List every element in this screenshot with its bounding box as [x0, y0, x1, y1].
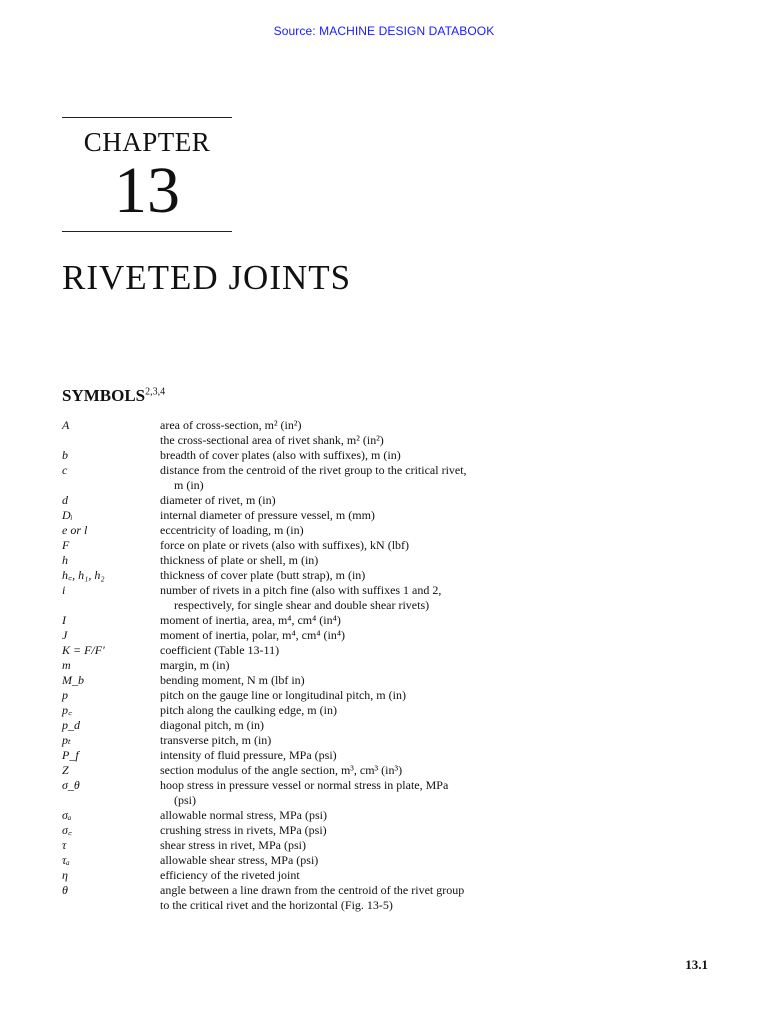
- symbol-row: [62, 463, 532, 478]
- symbol-row: [62, 418, 532, 433]
- symbol-row: [62, 703, 532, 718]
- symbol-row: [62, 793, 532, 808]
- symbol-description: (psi): [174, 793, 196, 807]
- symbol-term: M_b: [62, 673, 84, 687]
- symbol-term: h: [62, 553, 68, 567]
- symbol-row: [62, 868, 532, 883]
- chapter-rule-top: [62, 117, 232, 118]
- symbol-description: diagonal pitch, m (in): [160, 718, 264, 732]
- symbol-row: [62, 658, 532, 673]
- symbol-description: internal diameter of pressure vessel, m (mm): [160, 508, 375, 522]
- symbols-heading: [62, 386, 165, 406]
- symbol-row: [62, 508, 532, 523]
- symbol-description: allowable normal stress, MPa (psi): [160, 808, 327, 822]
- symbol-description: hoop stress in pressure vessel or normal stress in plate, MPa: [160, 778, 449, 792]
- symbol-term: d: [62, 493, 68, 507]
- symbol-row: [62, 898, 532, 913]
- symbol-term: η: [62, 868, 68, 882]
- symbol-term: θ: [62, 883, 68, 897]
- symbol-description: pitch along the caulking edge, m (in): [160, 703, 337, 717]
- symbol-row: [62, 778, 532, 793]
- symbol-term: F: [62, 538, 70, 552]
- symbol-description: number of rivets in a pitch fine (also with suffixes 1 and 2,: [160, 583, 442, 597]
- symbol-term: p: [62, 688, 68, 702]
- symbol-description: distance from the centroid of the rivet group to the critical rivet,: [160, 463, 467, 477]
- symbol-description: the cross-sectional area of rivet shank, m² (in²): [160, 433, 384, 447]
- symbol-term: b: [62, 448, 68, 462]
- symbol-row: [62, 673, 532, 688]
- symbol-term: p꜀: [62, 703, 73, 717]
- symbol-term: A: [62, 418, 70, 432]
- chapter-title: RIVETED JOINTS: [62, 258, 352, 297]
- symbol-description: section modulus of the angle section, m³, cm³ (in³): [160, 763, 403, 777]
- symbol-row: [62, 583, 532, 598]
- symbol-list: [62, 418, 532, 913]
- symbol-term: h꜀, h₁, h₂: [62, 568, 105, 582]
- symbol-term: m: [62, 658, 71, 672]
- symbols-heading-text: SYMBOLS: [62, 386, 146, 405]
- symbol-description: thickness of cover plate (butt strap), m (in): [160, 568, 366, 582]
- symbol-term: σₐ: [62, 808, 72, 822]
- symbol-row: [62, 823, 532, 838]
- symbol-row: [62, 643, 532, 658]
- symbol-row: [62, 433, 532, 448]
- symbol-description: m (in): [174, 478, 204, 492]
- symbol-row: [62, 883, 532, 898]
- symbol-description: to the critical rivet and the horizontal (Fig. 13-5): [160, 898, 393, 912]
- symbol-term: Z: [62, 763, 69, 777]
- symbol-row: [62, 598, 532, 613]
- symbol-row: [62, 748, 532, 763]
- symbol-term: c: [62, 463, 68, 477]
- symbol-term: [62, 478, 160, 493]
- symbol-description: margin, m (in): [160, 658, 230, 672]
- symbol-description: crushing stress in rivets, MPa (psi): [160, 823, 327, 837]
- symbol-term: p_d: [62, 718, 80, 732]
- symbol-row: [62, 523, 532, 538]
- symbol-row: [62, 538, 532, 553]
- symbol-description: area of cross-section, m² (in²): [160, 418, 302, 432]
- symbol-term: [62, 598, 160, 613]
- symbol-description: respectively, for single shear and double shear rivets): [174, 598, 430, 612]
- page-number: 13.1: [685, 957, 708, 972]
- symbol-description: angle between a line drawn from the centroid of the rivet group: [160, 883, 465, 897]
- symbol-row: [62, 763, 532, 778]
- symbol-description: bending moment, N m (lbf in): [160, 673, 305, 687]
- symbol-term: K = F/F′: [62, 643, 105, 657]
- symbol-term: τₐ: [62, 853, 70, 867]
- symbol-term: e or l: [62, 523, 88, 537]
- symbol-description: eccentricity of loading, m (in): [160, 523, 304, 537]
- symbol-description: thickness of plate or shell, m (in): [160, 553, 319, 567]
- symbol-term: τ: [62, 838, 67, 852]
- symbol-description: efficiency of the riveted joint: [160, 868, 300, 882]
- chapter-number: 13: [114, 154, 180, 227]
- symbol-row: [62, 628, 532, 643]
- symbol-row: [62, 553, 532, 568]
- symbol-description: allowable shear stress, MPa (psi): [160, 853, 319, 867]
- symbol-term: Dᵢ: [62, 508, 73, 522]
- symbol-term: P_f: [62, 748, 79, 762]
- symbol-row: [62, 808, 532, 823]
- symbol-description: pitch on the gauge line or longitudinal pitch, m (in): [160, 688, 406, 702]
- symbol-row: [62, 448, 532, 463]
- symbol-description: breadth of cover plates (also with suffixes), m (in): [160, 448, 401, 462]
- symbol-description: diameter of rivet, m (in): [160, 493, 276, 507]
- symbol-row: [62, 478, 532, 493]
- symbol-term: J: [62, 628, 68, 642]
- symbol-row: [62, 688, 532, 703]
- symbol-term: σ꜀: [62, 823, 73, 837]
- chapter-label: CHAPTER: [83, 127, 211, 157]
- symbol-term: [62, 793, 160, 808]
- symbol-row: [62, 613, 532, 628]
- symbol-description: transverse pitch, m (in): [160, 733, 272, 747]
- symbol-row: [62, 493, 532, 508]
- source-link[interactable]: Source: MACHINE DESIGN DATABOOK: [273, 24, 495, 38]
- symbol-description: coefficient (Table 13-11): [160, 643, 280, 657]
- symbol-description: shear stress in rivet, MPa (psi): [160, 838, 306, 852]
- symbols-heading-refs: 2,3,4: [145, 386, 166, 398]
- symbol-row: [62, 568, 532, 583]
- symbol-description: intensity of fluid pressure, MPa (psi): [160, 748, 337, 762]
- symbol-term: [62, 898, 160, 913]
- symbol-term: [62, 433, 160, 448]
- symbol-row: [62, 853, 532, 868]
- symbol-description: force on plate or rivets (also with suffixes), kN (lbf): [160, 538, 410, 552]
- symbol-term: i: [62, 583, 66, 597]
- symbol-description: moment of inertia, area, m⁴, cm⁴ (in⁴): [160, 613, 341, 627]
- symbol-term: I: [62, 613, 66, 627]
- symbol-description: moment of inertia, polar, m⁴, cm⁴ (in⁴): [160, 628, 346, 642]
- symbol-term: pₜ: [62, 733, 71, 747]
- symbol-term: σ_θ: [62, 778, 80, 792]
- symbol-row: [62, 718, 532, 733]
- chapter-rule-bottom: [62, 231, 232, 232]
- symbol-row: [62, 838, 532, 853]
- symbol-row: [62, 733, 532, 748]
